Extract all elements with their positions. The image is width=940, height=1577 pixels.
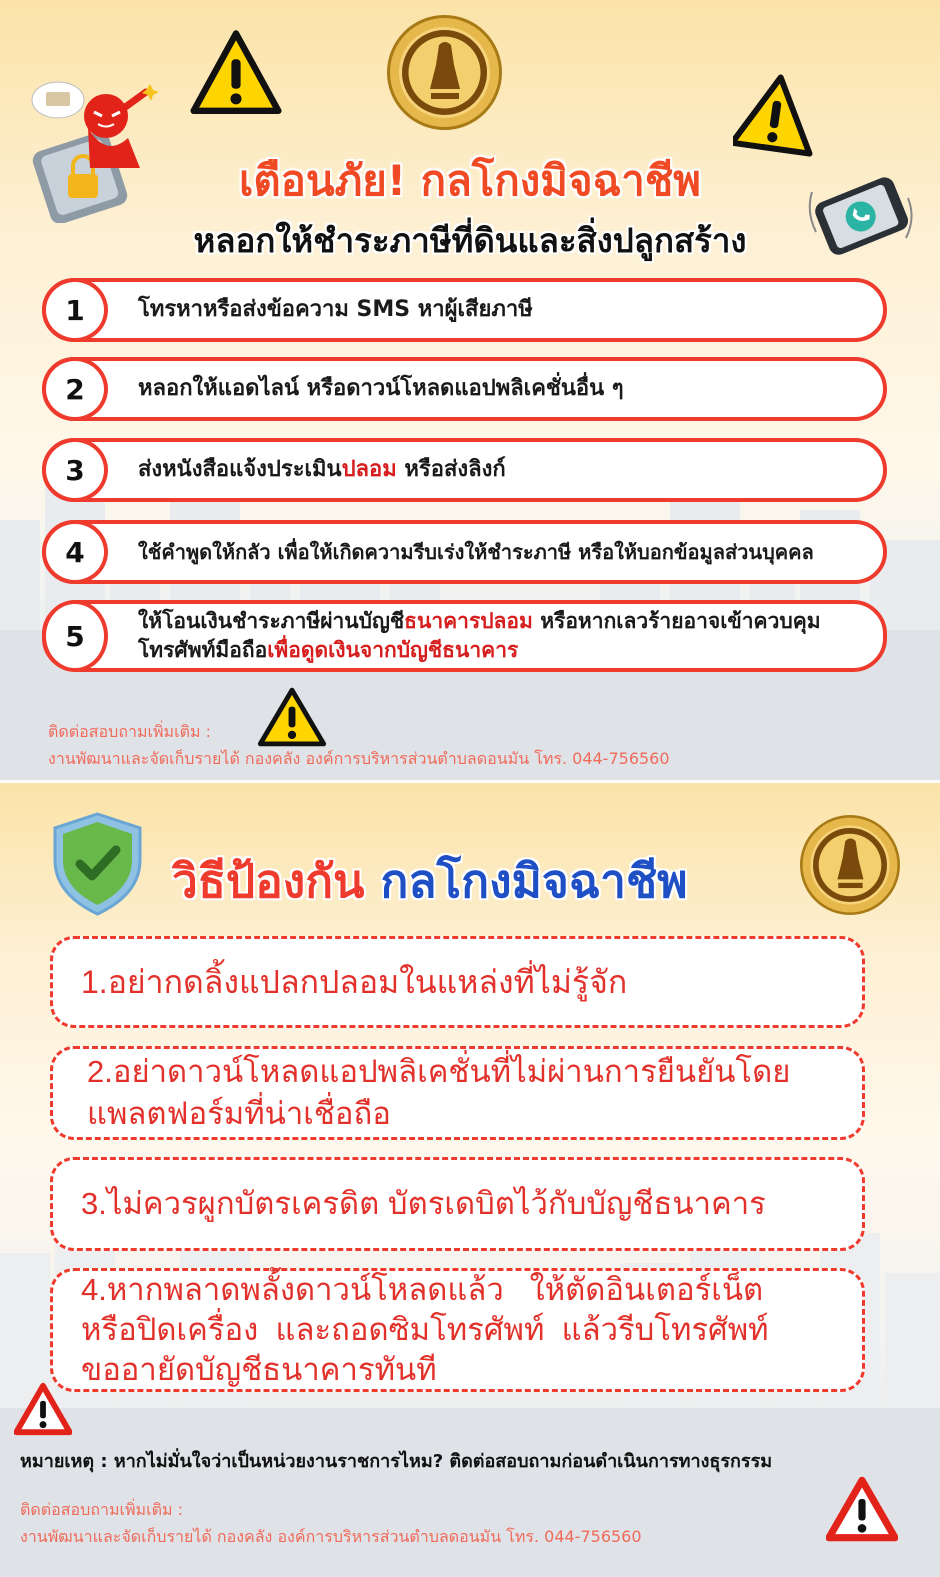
contact-detail: งานพัฒนาและจัดเก็บรายได้ กองคลัง องค์การบริหารส่วนตำบลดอนมัน โทร. 044-756560: [20, 1527, 642, 1546]
item-number: 2: [42, 357, 108, 421]
warning-triangle-icon: [14, 1382, 72, 1436]
seal-logo: [387, 15, 502, 130]
contact-label: ติดต่อสอบถามเพิ่มเติม :: [20, 1500, 183, 1519]
footer-band: [0, 1408, 940, 1577]
warning-item: [42, 600, 887, 672]
warning-subtitle: หลอกให้ชำระภาษีที่ดินและสิ่งปลูกสร้าง: [193, 221, 747, 260]
warning-triangle-icon: [826, 1476, 898, 1542]
prevention-tip: [50, 1268, 865, 1392]
item-number: 1: [42, 278, 108, 342]
contact-info: [48, 718, 670, 772]
prevention-title: วิธีป้องกัน กลโกงมิจฉาชีพ: [172, 854, 688, 908]
contact-label: ติดต่อสอบถามเพิ่มเติม :: [48, 722, 211, 741]
item-text: ใช้คำพูดให้กลัว เพื่อให้เกิดความรีบเร่งให้ชำระภาษี หรือให้บอกข้อมูลส่วนบุคคล: [138, 540, 814, 564]
tip-text: 3.ไม่ควรผูกบัตรเครดิต บัตรเดบิตไว้กับบัญชีธนาคาร: [81, 1186, 766, 1221]
warning-item: [42, 357, 887, 421]
note-text: หมายเหตุ : หากไม่มั่นใจว่าเป็นหน่วยงานราชการไหม? ติดต่อสอบถามก่อนดำเนินการทางธุรกรรม: [20, 1451, 773, 1472]
item-text: ส่งหนังสือแจ้งประเมินปลอม หรือส่งลิงก์: [138, 457, 506, 482]
prevention-tip: [50, 1046, 865, 1140]
warning-title: เตือนภัย! กลโกงมิจฉาชีพ: [239, 156, 701, 205]
warning-triangle-icon: [190, 28, 282, 120]
item-text: ให้โอนเงินชำระภาษีผ่านบัญชีธนาคารปลอม หรือหากเลวร้ายอาจเข้าควบคุม โทรศัพท์มือถือเพื่อดูดเงินจากบัญชีธนาคาร: [138, 609, 821, 662]
item-number: 3: [42, 438, 108, 502]
prevention-tip: [50, 936, 865, 1028]
contact-info: [20, 1496, 642, 1550]
tip-text: 2.อย่าดาวน์โหลดแอปพลิเคชั่นที่ไม่ผ่านการยืนยันโดย แพลตฟอร์มที่น่าเชื่อถือ: [87, 1054, 791, 1131]
shield-check-icon: [50, 810, 145, 918]
prevention-tip: [50, 1157, 865, 1251]
seal-logo: [800, 815, 900, 915]
warning-panel: [0, 0, 940, 780]
item-text: หลอกให้แอดไลน์ หรือดาวน์โหลดแอปพลิเคชั่นอื่น ๆ: [138, 376, 624, 401]
item-number: 5: [42, 600, 108, 672]
tip-text: 1.อย่ากดลิ้งแปลกปลอมในแหล่งที่ไม่รู้จัก: [81, 964, 628, 1000]
tip-text: 4.หากพลาดพลั้งดาวน์โหลดแล้ว ให้ตัดอินเตอร์เน็ต หรือปิดเครื่อง และถอดซิมโทรศัพท์ แล้วรีบโทรศัพท์ ขออายัดบัญชีธนาคารทันที: [81, 1272, 769, 1387]
item-text: โทรหาหรือส่งข้อความ SMS หาผู้เสียภาษี: [138, 297, 533, 322]
warning-item: [42, 278, 887, 342]
warning-triangle-icon: [733, 72, 818, 157]
warning-item: [42, 520, 887, 584]
warning-item: [42, 438, 887, 502]
contact-detail: งานพัฒนาและจัดเก็บรายได้ กองคลัง องค์การบริหารส่วนตำบลดอนมัน โทร. 044-756560: [48, 749, 670, 768]
item-number: 4: [42, 520, 108, 584]
